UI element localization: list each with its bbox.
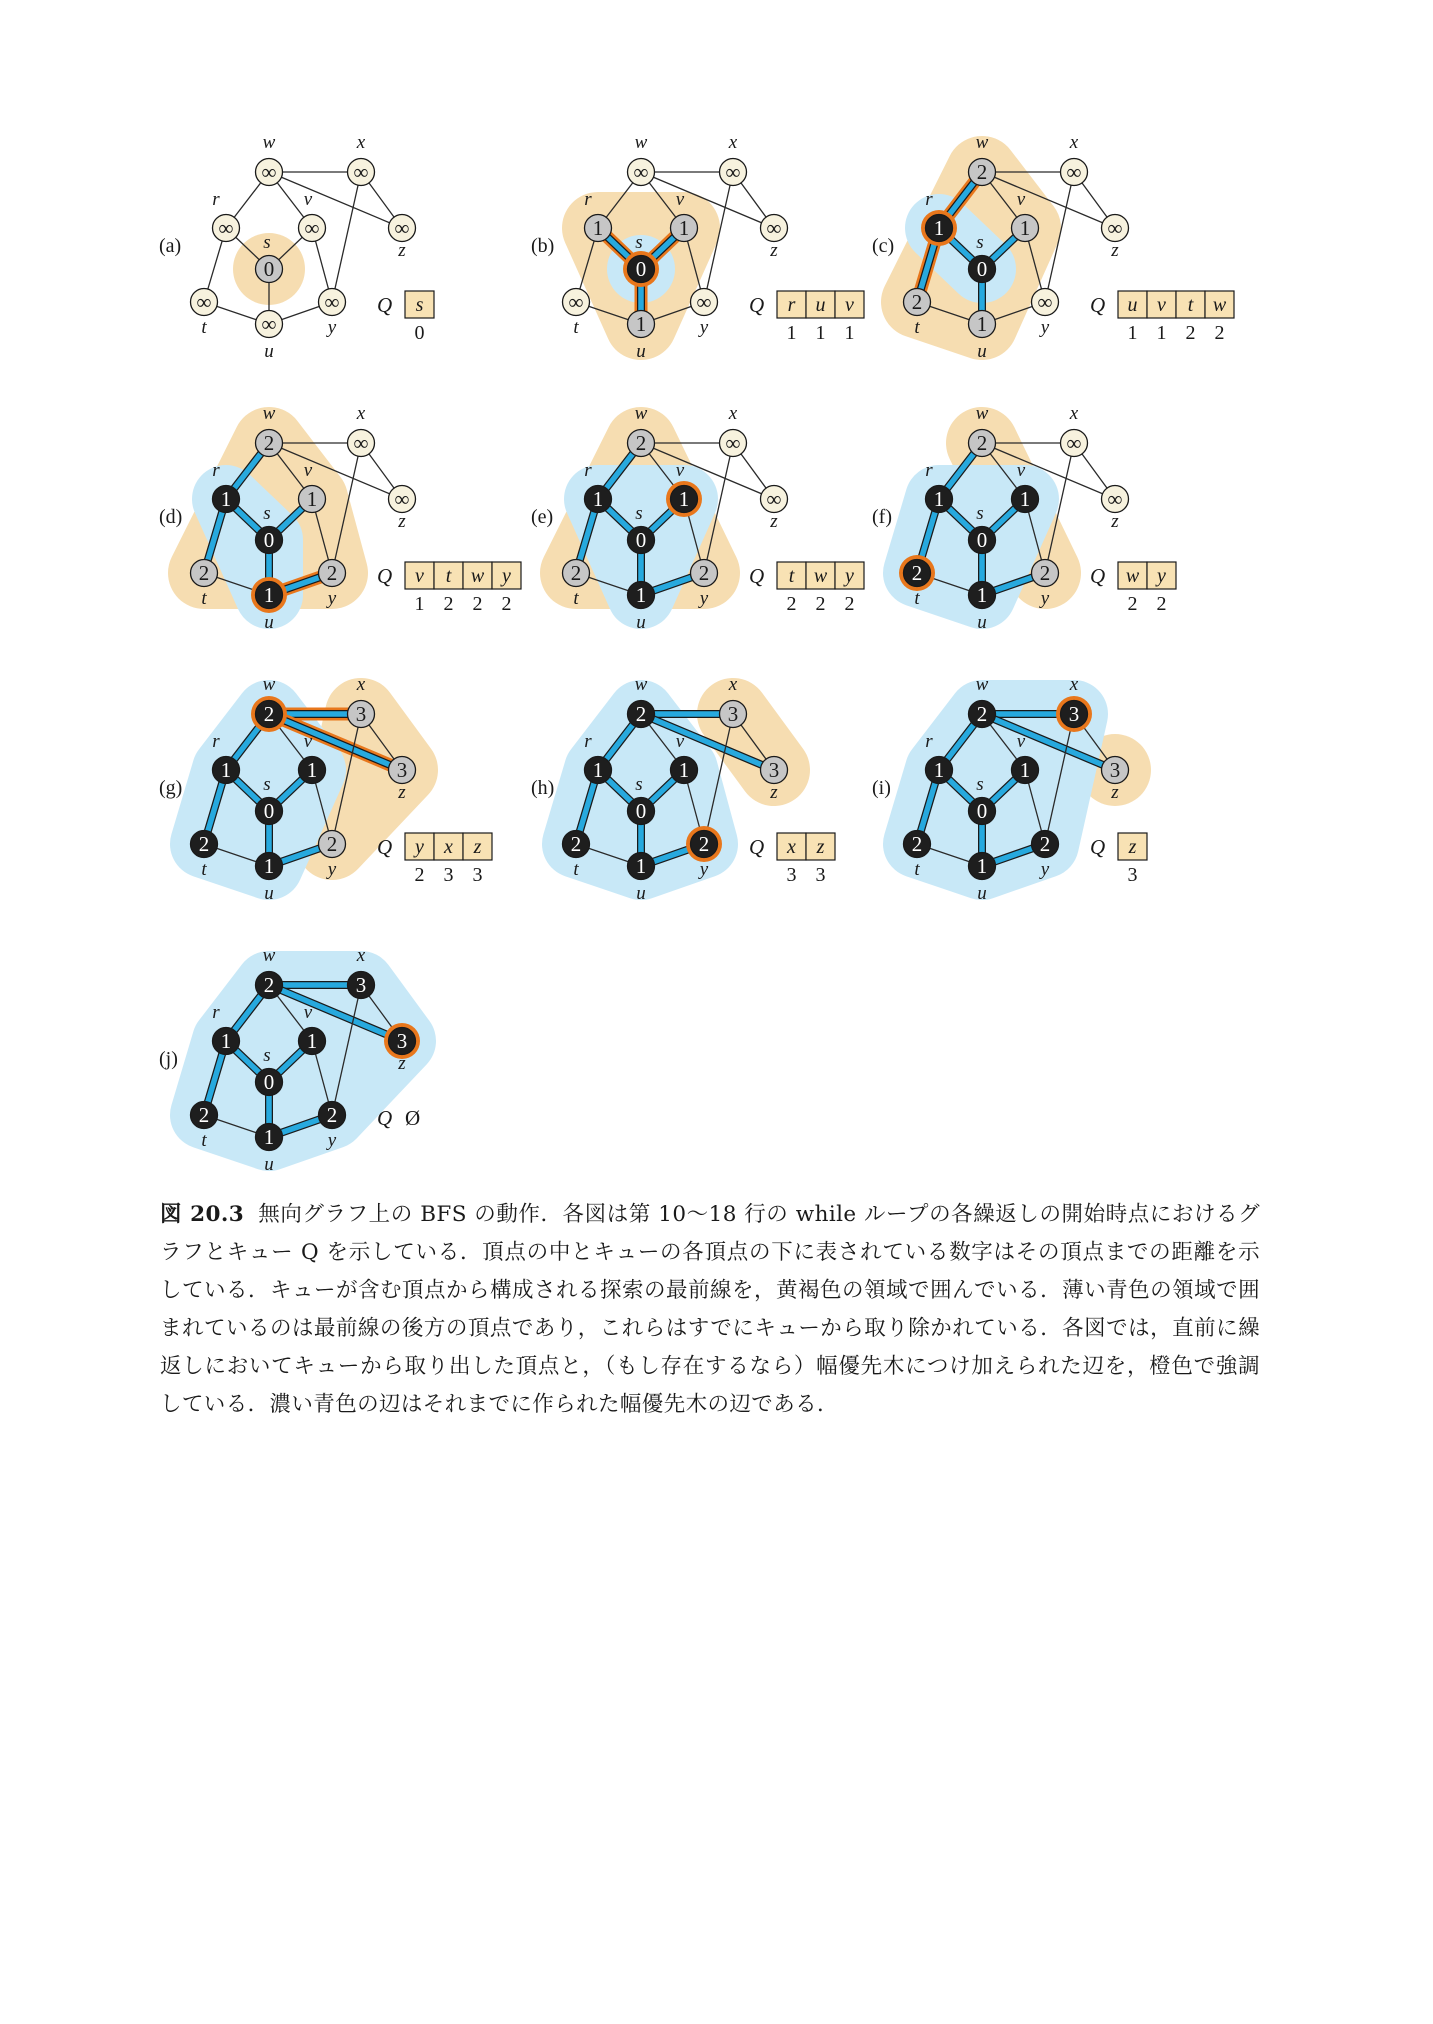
vertex-name-z: z [398, 1053, 406, 1074]
queue-distance: 2 [1156, 593, 1167, 615]
vertex-distance-v: 1 [678, 216, 690, 240]
vertex-name-x: x [356, 945, 366, 966]
panel-b [531, 132, 864, 362]
queue-empty: Ø [405, 1106, 421, 1130]
queue-label: Q [1090, 564, 1106, 588]
edge-x-y [332, 172, 361, 302]
panel-label: (c) [872, 235, 895, 257]
queue-distance: 0 [414, 322, 425, 344]
vertex-name-t: t [201, 588, 207, 609]
vertex-distance-u: 1 [263, 854, 275, 878]
vertex-distance-v: 1 [1019, 758, 1031, 782]
vertex-name-v: v [303, 1002, 313, 1023]
vertex-name-t: t [201, 1130, 207, 1151]
queue-vertex: s [415, 294, 424, 316]
vertex-name-y: y [327, 859, 337, 880]
vertex-distance-w: 2 [263, 702, 275, 726]
vertex-distance-w: ∞ [261, 160, 277, 184]
vertex-name-y: y [699, 588, 709, 609]
queue-vertex: z [1128, 836, 1137, 858]
queue-distance: 2 [1185, 322, 1196, 344]
vertex-name-w: w [634, 674, 648, 695]
vertex-name-x: x [728, 674, 738, 695]
vertex-name-z: z [398, 240, 406, 261]
vertex-distance-s: 0 [263, 257, 275, 281]
vertex-distance-y: 2 [326, 561, 338, 585]
vertex-distance-v: 1 [306, 487, 318, 511]
vertex-name-t: t [573, 317, 579, 338]
queue-vertex: x [444, 836, 453, 858]
vertex-distance-w: 2 [263, 973, 275, 997]
vertex-distance-r: 1 [220, 487, 232, 511]
vertex-name-r: r [925, 460, 933, 481]
vertex-name-v: v [1016, 460, 1026, 481]
queue-distance: 2 [443, 593, 454, 615]
queue-vertex: w [1212, 294, 1227, 316]
vertex-distance-t: 2 [570, 832, 582, 856]
vertex-distance-v: 1 [306, 1029, 318, 1053]
vertex-distance-u: 1 [263, 583, 275, 607]
vertex-name-s: s [976, 232, 984, 253]
queue-vertex: v [415, 565, 424, 587]
queue-distance: 1 [414, 593, 425, 615]
vertex-distance-z: ∞ [766, 216, 782, 240]
vertex-name-z: z [770, 240, 778, 261]
vertex-distance-x: ∞ [725, 431, 741, 455]
vertex-distance-t: 2 [198, 1103, 210, 1127]
queue-distance: 3 [1127, 864, 1138, 886]
queue-vertex: y [415, 836, 424, 858]
vertex-name-y: y [1040, 859, 1050, 880]
vertex-name-z: z [398, 511, 406, 532]
vertex-distance-u: ∞ [261, 312, 277, 336]
queue-vertex: r [787, 294, 796, 316]
vertex-distance-t: 2 [911, 832, 923, 856]
vertex-distance-t: ∞ [568, 290, 584, 314]
vertex-name-w: w [975, 132, 989, 153]
vertex-name-s: s [635, 503, 643, 524]
queue-vertex: z [816, 836, 825, 858]
panel-a [159, 132, 434, 362]
vertex-name-z: z [770, 782, 778, 803]
queue-distance: 2 [1214, 322, 1225, 344]
vertex-name-z: z [1111, 511, 1119, 532]
vertex-name-t: t [201, 317, 207, 338]
panel-c [872, 132, 1234, 362]
vertex-name-y: y [327, 317, 337, 338]
vertex-distance-s: 0 [976, 528, 988, 552]
vertex-name-v: v [675, 731, 685, 752]
vertex-distance-r: 1 [933, 487, 945, 511]
panel-label: (e) [531, 506, 554, 528]
queue-vertex: v [845, 294, 854, 316]
vertex-distance-s: 0 [263, 1070, 275, 1094]
vertex-distance-w: 2 [635, 702, 647, 726]
vertex-name-y: y [699, 859, 709, 880]
vertex-name-w: w [634, 403, 648, 424]
queue-distance: 1 [1156, 322, 1167, 344]
vertex-name-s: s [635, 774, 643, 795]
vertex-name-y: y [327, 588, 337, 609]
vertex-distance-y: ∞ [324, 290, 340, 314]
vertex-name-y: y [327, 1130, 337, 1151]
vertex-distance-t: 2 [570, 561, 582, 585]
figure-caption [160, 1196, 1260, 1424]
vertex-distance-z: ∞ [394, 487, 410, 511]
vertex-distance-x: ∞ [353, 160, 369, 184]
queue-vertex: v [1157, 294, 1166, 316]
vertex-distance-s: 0 [263, 799, 275, 823]
vertex-name-r: r [584, 189, 592, 210]
vertex-name-y: y [1040, 317, 1050, 338]
vertex-name-x: x [1069, 132, 1079, 153]
vertex-distance-u: 1 [976, 583, 988, 607]
queue-distance: 2 [1127, 593, 1138, 615]
panel-e [531, 403, 864, 633]
vertex-distance-w: 2 [976, 160, 988, 184]
vertex-name-z: z [1111, 240, 1119, 261]
panel-label: (g) [159, 777, 183, 799]
vertex-name-t: t [914, 859, 920, 880]
queue-label: Q [1090, 835, 1106, 859]
vertex-name-y: y [699, 317, 709, 338]
caption-label: 図 20.3 [160, 1202, 245, 1227]
queue-vertex: w [1125, 565, 1140, 587]
queue-distance: 2 [786, 593, 797, 615]
vertex-name-r: r [925, 731, 933, 752]
queue-distance: 2 [815, 593, 826, 615]
queue-vertex: w [470, 565, 485, 587]
queue-distance: 1 [815, 322, 826, 344]
vertex-name-u: u [977, 341, 987, 362]
queue-vertex: t [445, 565, 452, 587]
queue-label: Q [749, 564, 765, 588]
vertex-distance-v: 1 [306, 758, 318, 782]
vertex-name-t: t [201, 859, 207, 880]
panel-label: (f) [872, 506, 892, 528]
vertex-name-w: w [634, 132, 648, 153]
queue-distance: 1 [786, 322, 797, 344]
vertex-distance-r: 1 [592, 216, 604, 240]
vertex-name-z: z [398, 782, 406, 803]
vertex-distance-y: 2 [326, 832, 338, 856]
vertex-name-x: x [1069, 403, 1079, 424]
queue-vertex: y [845, 565, 854, 587]
queue-distance: 2 [414, 864, 425, 886]
panel-d [159, 403, 521, 633]
vertex-name-x: x [728, 132, 738, 153]
vertex-distance-u: 1 [976, 854, 988, 878]
vertex-distance-s: 0 [635, 257, 647, 281]
panel-label: (a) [159, 235, 182, 257]
vertex-distance-u: 1 [635, 583, 647, 607]
vertex-distance-y: ∞ [696, 290, 712, 314]
vertex-distance-x: 3 [355, 702, 367, 726]
panel-label: (i) [872, 777, 891, 799]
vertex-name-u: u [977, 883, 987, 904]
vertex-name-z: z [1111, 782, 1119, 803]
vertex-name-v: v [1016, 731, 1026, 752]
vertex-distance-r: 1 [592, 487, 604, 511]
vertex-distance-r: ∞ [218, 216, 234, 240]
vertex-distance-x: ∞ [1066, 431, 1082, 455]
vertex-distance-t: ∞ [196, 290, 212, 314]
vertex-distance-y: 2 [698, 561, 710, 585]
vertex-name-w: w [262, 945, 276, 966]
vertex-name-t: t [914, 588, 920, 609]
vertex-name-t: t [573, 859, 579, 880]
caption-text: 無向グラフ上の BFS の動作．各図は第 10〜18 行の while ループの各繰返しの開始時点におけるグラフとキュー Q を示している．頂点の中とキューの各頂点の下に表されている数字はその頂点までの距離を示している．キューが含む頂点から構成される探索の最前線を，黄褐色の領域で囲んでいる．薄い青色の領域で囲まれているのは最前線の後方の頂点であり，これらはすでにキューから取り除かれている．各図では，直前に繰返しにおいてキューから取り出した頂点と，（もし存在するなら）幅優先木につけ加えられた辺を，橙色で強調している．濃い青色の辺はそれまでに作られた幅優先木の辺である． [160, 1202, 1261, 1417]
vertex-name-s: s [263, 774, 271, 795]
vertex-name-u: u [977, 612, 987, 633]
vertex-name-u: u [264, 1154, 274, 1175]
vertex-distance-x: 3 [1068, 702, 1080, 726]
vertex-distance-s: 0 [635, 528, 647, 552]
vertex-name-s: s [263, 232, 271, 253]
vertex-name-r: r [212, 1002, 220, 1023]
vertex-distance-t: 2 [911, 290, 923, 314]
vertex-distance-s: 0 [976, 257, 988, 281]
panel-label: (b) [531, 235, 555, 257]
vertex-distance-w: 2 [635, 431, 647, 455]
vertex-distance-v: ∞ [304, 216, 320, 240]
queue-label: Q [377, 835, 393, 859]
vertex-name-r: r [212, 731, 220, 752]
queue-distance: 1 [1127, 322, 1138, 344]
queue-distance: 2 [472, 593, 483, 615]
vertex-distance-x: 3 [727, 702, 739, 726]
panel-j [159, 945, 420, 1175]
vertex-distance-z: ∞ [1107, 216, 1123, 240]
vertex-distance-z: 3 [396, 758, 408, 782]
vertex-name-v: v [303, 460, 313, 481]
vertex-distance-u: 1 [263, 1125, 275, 1149]
vertex-name-t: t [573, 588, 579, 609]
panel-f [872, 403, 1176, 633]
vertex-name-s: s [976, 503, 984, 524]
vertex-name-x: x [356, 674, 366, 695]
queue-label: Q [1090, 293, 1106, 317]
vertex-name-s: s [635, 232, 643, 253]
vertex-distance-z: ∞ [766, 487, 782, 511]
vertex-distance-z: 3 [768, 758, 780, 782]
vertex-distance-r: 1 [933, 216, 945, 240]
vertex-name-t: t [914, 317, 920, 338]
vertex-distance-y: 2 [1039, 561, 1051, 585]
vertex-distance-x: ∞ [1066, 160, 1082, 184]
vertex-name-r: r [212, 189, 220, 210]
queue-vertex: u [815, 294, 826, 316]
vertex-distance-w: 2 [976, 702, 988, 726]
queue-vertex: z [473, 836, 482, 858]
queue-label: Q [377, 293, 393, 317]
queue-label: Q [377, 564, 393, 588]
vertex-distance-u: 1 [635, 854, 647, 878]
queue-distance: 2 [501, 593, 512, 615]
vertex-distance-s: 0 [263, 528, 275, 552]
vertex-distance-v: 1 [678, 487, 690, 511]
vertex-distance-r: 1 [933, 758, 945, 782]
vertex-name-x: x [728, 403, 738, 424]
vertex-name-u: u [636, 341, 646, 362]
queue-vertex: u [1127, 294, 1138, 316]
vertex-distance-v: 1 [678, 758, 690, 782]
vertex-distance-v: 1 [1019, 487, 1031, 511]
vertex-name-v: v [1016, 189, 1026, 210]
vertex-distance-z: ∞ [1107, 487, 1123, 511]
queue-distance: 3 [786, 864, 797, 886]
vertex-name-u: u [264, 612, 274, 633]
queue-label: Q [377, 1106, 393, 1130]
queue-distance: 3 [472, 864, 483, 886]
vertex-name-s: s [263, 1045, 271, 1066]
panel-label: (h) [531, 777, 555, 799]
vertex-distance-r: 1 [220, 758, 232, 782]
vertex-distance-s: 0 [635, 799, 647, 823]
queue-vertex: w [813, 565, 828, 587]
vertex-distance-w: 2 [976, 431, 988, 455]
queue-label: Q [749, 293, 765, 317]
vertex-distance-x: ∞ [353, 431, 369, 455]
vertex-name-z: z [770, 511, 778, 532]
queue-distance: 1 [844, 322, 855, 344]
panel-i [872, 674, 1151, 904]
vertex-distance-r: 1 [220, 1029, 232, 1053]
queue-vertex: x [787, 836, 796, 858]
vertex-name-x: x [356, 403, 366, 424]
vertex-name-u: u [264, 341, 274, 362]
vertex-name-r: r [584, 460, 592, 481]
vertex-distance-t: 2 [198, 561, 210, 585]
vertex-distance-u: 1 [976, 312, 988, 336]
vertex-name-w: w [262, 403, 276, 424]
vertex-distance-x: 3 [355, 973, 367, 997]
vertex-distance-t: 2 [911, 561, 923, 585]
vertex-distance-y: 2 [326, 1103, 338, 1127]
vertex-distance-v: 1 [1019, 216, 1031, 240]
vertex-name-v: v [675, 189, 685, 210]
queue-vertex: y [502, 565, 511, 587]
vertex-name-w: w [975, 403, 989, 424]
vertex-distance-y: 2 [1039, 832, 1051, 856]
vertex-name-w: w [975, 674, 989, 695]
vertex-name-w: w [262, 674, 276, 695]
vertex-distance-z: ∞ [394, 216, 410, 240]
vertex-name-r: r [584, 731, 592, 752]
vertex-distance-y: 2 [698, 832, 710, 856]
queue-vertex: t [788, 565, 795, 587]
vertex-distance-s: 0 [976, 799, 988, 823]
vertex-name-u: u [264, 883, 274, 904]
queue-distance: 2 [844, 593, 855, 615]
vertex-distance-w: 2 [263, 431, 275, 455]
vertex-name-u: u [636, 612, 646, 633]
vertex-distance-z: 3 [396, 1029, 408, 1053]
vertex-distance-t: 2 [198, 832, 210, 856]
vertex-name-u: u [636, 883, 646, 904]
vertex-distance-r: 1 [592, 758, 604, 782]
panel-label: (j) [159, 1048, 178, 1070]
panel-h [531, 674, 835, 904]
queue-vertex: y [1157, 565, 1166, 587]
vertex-name-v: v [675, 460, 685, 481]
queue-vertex: t [1187, 294, 1194, 316]
vertex-name-v: v [303, 731, 313, 752]
panel-label: (d) [159, 506, 183, 528]
vertex-name-x: x [1069, 674, 1079, 695]
vertex-distance-z: 3 [1109, 758, 1121, 782]
vertex-name-r: r [925, 189, 933, 210]
vertex-distance-u: 1 [635, 312, 647, 336]
queue-label: Q [749, 835, 765, 859]
vertex-name-s: s [263, 503, 271, 524]
vertex-name-w: w [262, 132, 276, 153]
vertex-name-r: r [212, 460, 220, 481]
vertex-name-y: y [1040, 588, 1050, 609]
vertex-name-s: s [976, 774, 984, 795]
vertex-distance-y: ∞ [1037, 290, 1053, 314]
vertex-name-x: x [356, 132, 366, 153]
queue-distance: 3 [443, 864, 454, 886]
vertex-distance-w: ∞ [633, 160, 649, 184]
queue-distance: 3 [815, 864, 826, 886]
vertex-distance-x: ∞ [725, 160, 741, 184]
vertex-name-v: v [303, 189, 313, 210]
panel-g [159, 674, 492, 904]
